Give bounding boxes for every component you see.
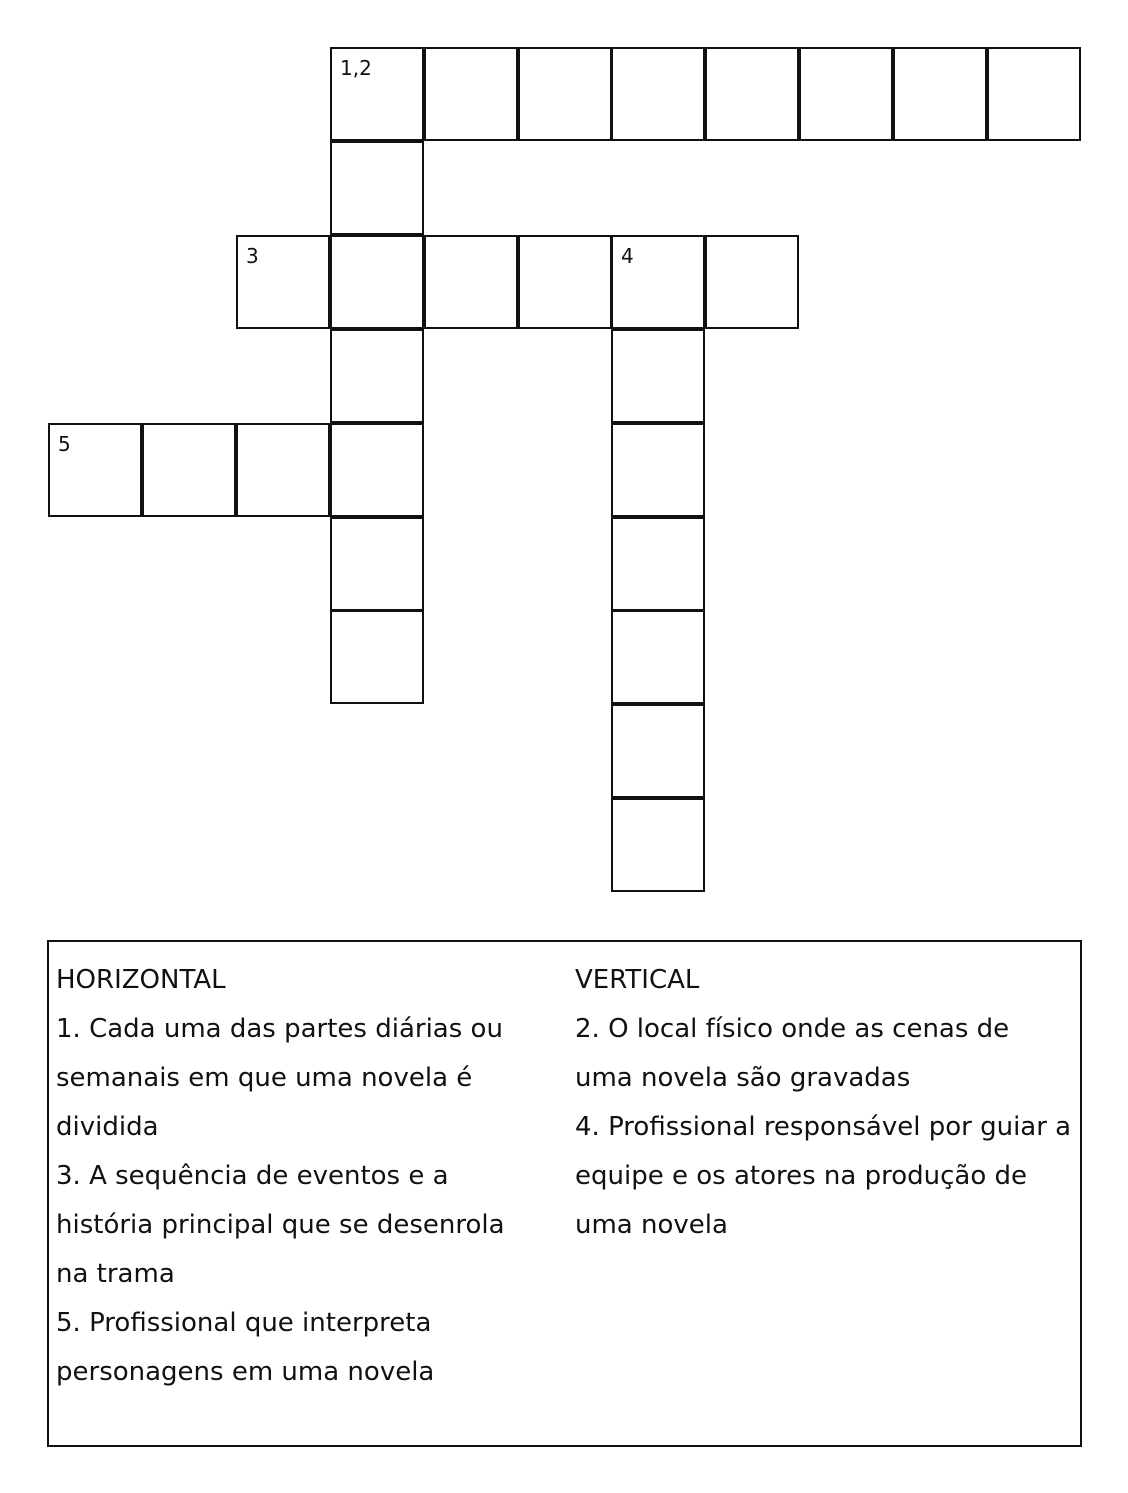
grid-cell[interactable] [48, 423, 142, 517]
grid-cell[interactable] [236, 235, 330, 329]
grid-cell[interactable] [705, 235, 799, 329]
clues-box [47, 940, 1082, 1447]
grid-cell[interactable] [518, 47, 612, 141]
grid-cell[interactable] [330, 329, 424, 423]
clue-number: 1,2 [340, 56, 372, 80]
vertical-clues [575, 956, 1075, 1250]
grid-cell[interactable] [893, 47, 987, 141]
grid-cell[interactable] [330, 423, 424, 517]
grid-cell[interactable] [424, 235, 518, 329]
clue-number: 4 [621, 244, 634, 268]
grid-cell[interactable] [987, 47, 1081, 141]
grid-cell[interactable] [330, 610, 424, 704]
grid-cell[interactable] [705, 47, 799, 141]
horizontal-heading: HORIZONTAL [56, 965, 226, 995]
grid-cell[interactable] [611, 704, 705, 798]
grid-cell[interactable] [611, 423, 705, 517]
clue-number: 3 [246, 244, 259, 268]
clue-number: 5 [58, 432, 71, 456]
clue-horizontal-1: 1. Cada uma das partes diárias ou semanais em que uma novela é dividida [56, 1014, 503, 1142]
grid-cell[interactable] [611, 47, 705, 141]
grid-cell[interactable] [424, 47, 518, 141]
horizontal-clues [56, 956, 526, 1397]
grid-cell[interactable] [142, 423, 236, 517]
grid-cell[interactable] [611, 517, 705, 611]
grid-cell[interactable] [330, 141, 424, 235]
vertical-heading: VERTICAL [575, 965, 700, 995]
grid-cell[interactable] [799, 47, 893, 141]
grid-cell[interactable] [236, 423, 330, 517]
grid-cell[interactable] [611, 329, 705, 423]
grid-cell[interactable] [611, 235, 705, 329]
grid-cell[interactable] [330, 517, 424, 611]
grid-cell[interactable] [611, 798, 705, 892]
grid-cell[interactable] [330, 235, 424, 329]
clue-vertical-2: 2. O local físico onde as cenas de uma novela são gravadas [575, 1014, 1010, 1093]
grid-cell[interactable] [518, 235, 612, 329]
grid-cell[interactable] [611, 610, 705, 704]
grid-cell[interactable] [330, 47, 424, 141]
clue-horizontal-5: 5. Profissional que interpreta personagens em uma novela [56, 1308, 435, 1387]
clue-horizontal-3: 3. A sequência de eventos e a história principal que se desenrola na trama [56, 1161, 505, 1289]
clue-vertical-4: 4. Profissional responsável por guiar a equipe e os atores na produção de uma novela [575, 1112, 1072, 1240]
